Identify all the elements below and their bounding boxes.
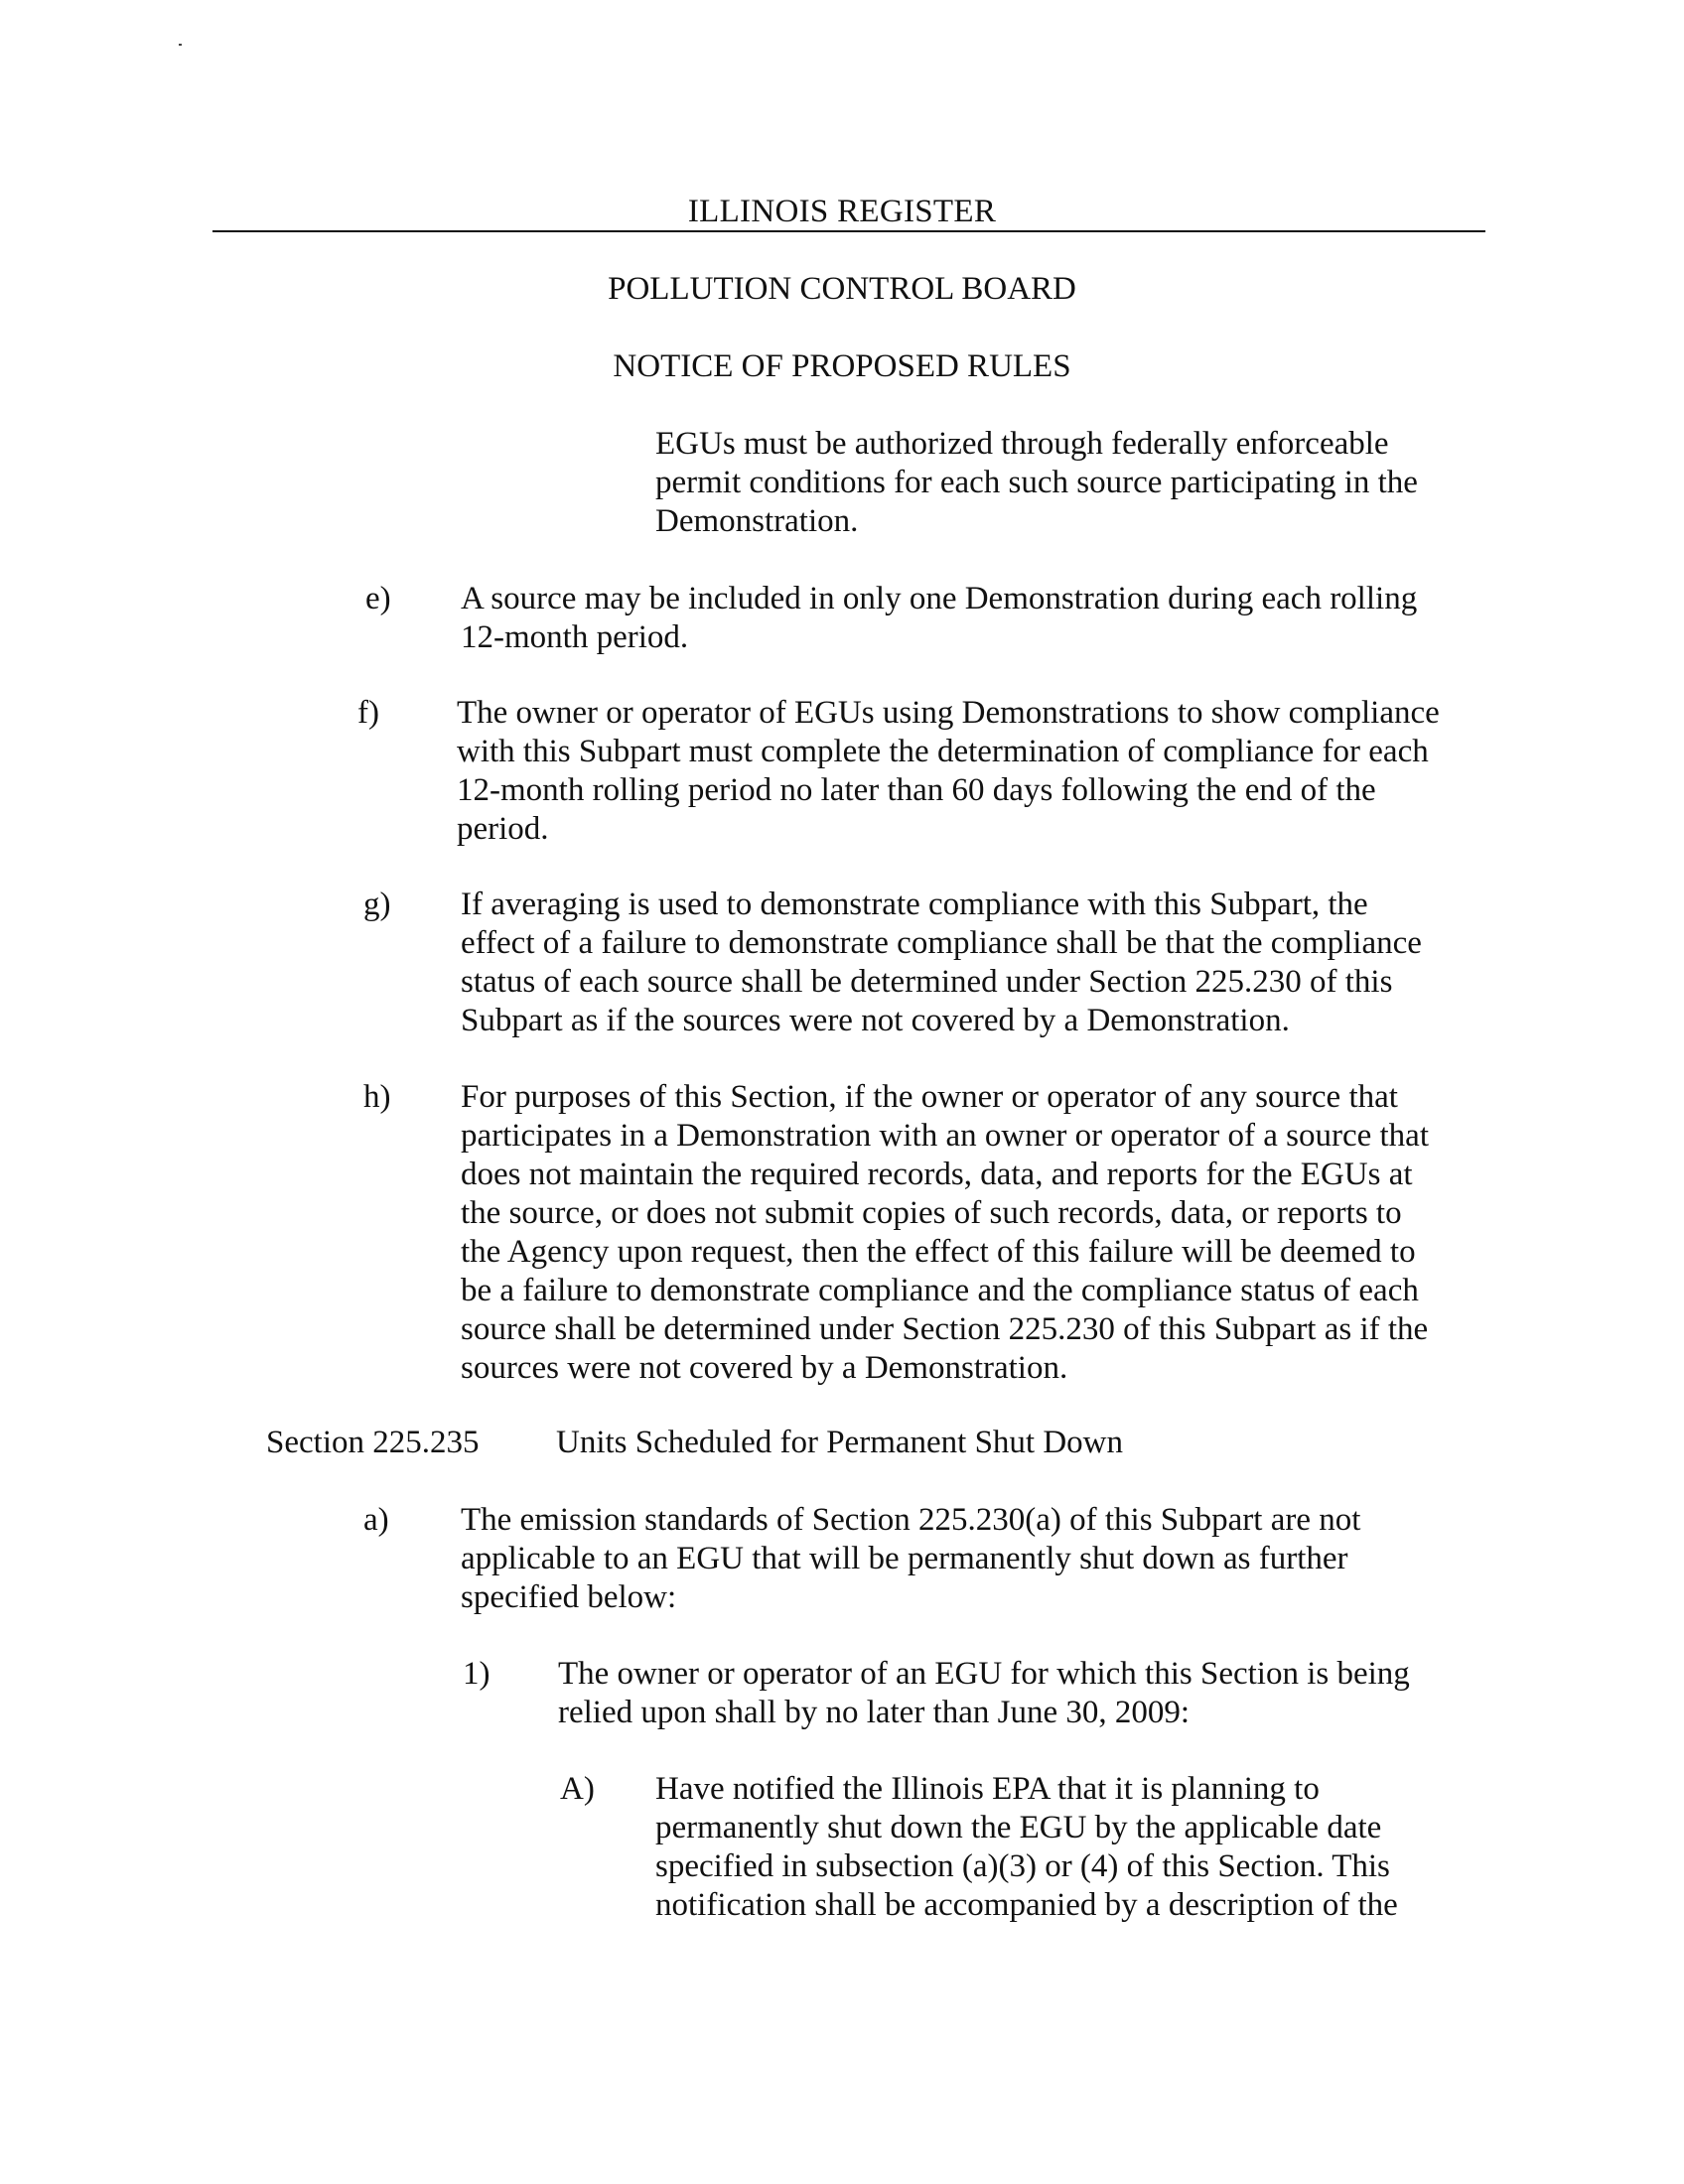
item-text: Have notified the Illinois EPA that it is planning to permanently shut down the EGU by the applicable date specified in subsection (a)(3) or (4) of this Section. This notification shall be accompanied by a description of the [655, 1771, 1398, 1923]
subsection-text: If averaging is used to demonstrate compliance with this Subpart, the effect of a failure to demonstrate compliance shall be that the compliance status of each source shall be determined under Section 225.230 of this Subpart as if the sources were not covered by a Demonstration. [461, 887, 1422, 1038]
board-name: POLLUTION CONTROL BOARD [608, 271, 1076, 307]
item-label: A) [560, 1771, 595, 1807]
subsection-label: h) [363, 1079, 391, 1115]
subsection-label: g) [363, 887, 391, 922]
item-label: a) [363, 1502, 389, 1538]
item-text: The owner or operator of an EGU for which this Section is being relied upon shall by no later than June 30, 2009: [558, 1656, 1410, 1730]
continued-paragraph: EGUs must be authorized through federally enforceable permit conditions for each such source participating in the Demonstration. [655, 426, 1418, 539]
section-title: Units Scheduled for Permanent Shut Down [556, 1425, 1124, 1460]
section-number: Section 225.235 [266, 1425, 480, 1460]
subsection-text: For purposes of this Section, if the owner or operator of any source that participates in a Demonstration with an owner or operator of a source that does not maintain the required records, data, and reports for the EGUs at the source, or does not submit copies of such records, data, or reports to the Agency upon request, then the effect of this failure will be deemed to be a failure to demonstrate compliance and the compliance status of each source shall be determined under Section 225.230 of this Subpart as if the sources were not covered by a Demonstration. [461, 1079, 1429, 1386]
scan-speck [179, 44, 182, 46]
subsection-text: A source may be included in only one Demonstration during each rolling 12-month period. [461, 581, 1418, 655]
subsection-text: The owner or operator of EGUs using Demonstrations to show compliance with this Subpart must complete the determination of compliance for each 12-month rolling period no later than 60 days following the end of the period. [457, 695, 1440, 847]
subsection-label: f) [357, 695, 379, 731]
item-label: 1) [463, 1656, 491, 1692]
item-text: The emission standards of Section 225.230(a) of this Subpart are not applicable to an EGU that will be permanently shut down as further specified below: [461, 1502, 1361, 1615]
register-title: ILLINOIS REGISTER [687, 194, 997, 229]
notice-title: NOTICE OF PROPOSED RULES [613, 348, 1071, 384]
header-rule [212, 230, 1485, 232]
subsection-label: e) [365, 581, 391, 616]
